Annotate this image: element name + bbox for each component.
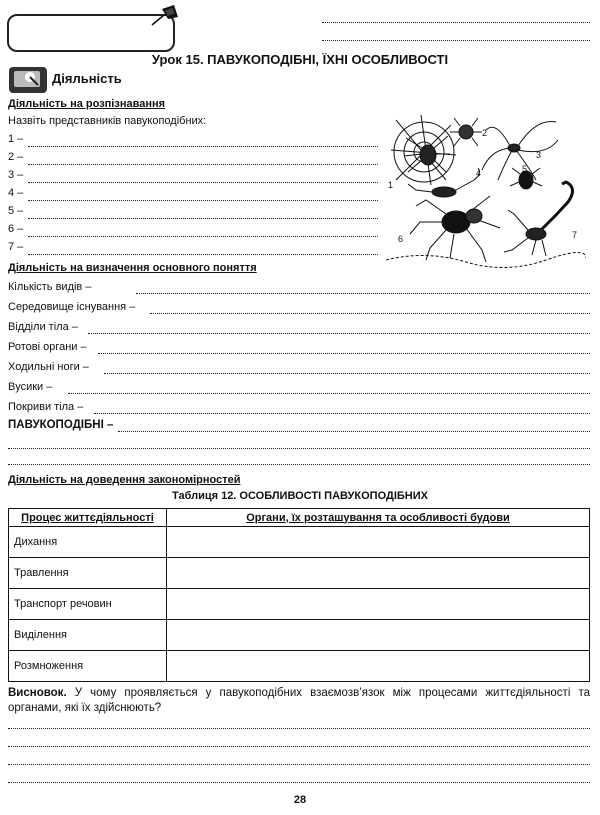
answer-line-5[interactable] xyxy=(28,218,378,219)
field-label-species-count: Кількість видів – xyxy=(8,281,92,293)
pushpin-icon xyxy=(148,3,182,29)
illustration-number-1: 1 xyxy=(388,180,394,190)
definition-label: ПАВУКОПОДІБНІ – xyxy=(8,419,114,431)
illustration-number-3: 3 xyxy=(536,150,542,160)
activity-icon xyxy=(8,66,48,94)
table-row xyxy=(9,589,590,620)
answer-line-7[interactable] xyxy=(28,254,378,255)
concept-heading: Діяльність на визначення основного поняття xyxy=(8,262,257,274)
table-title: Таблиця 12. ОСОБЛИВОСТІ ПАВУКОПОДІБНИХ xyxy=(172,490,428,502)
column-header-process: Процес життєдіяльності xyxy=(9,509,167,527)
scorpion xyxy=(504,182,573,256)
answer-cell-breathing[interactable] xyxy=(167,527,590,558)
field-label-walking-legs: Ходильні ноги – xyxy=(8,361,89,373)
answer-label-1: 1 – xyxy=(8,133,24,145)
recognition-heading: Діяльність на розпізнавання xyxy=(8,98,166,110)
name-line-1[interactable] xyxy=(322,22,590,23)
field-line-body-parts[interactable] xyxy=(88,333,590,334)
field-line-habitat[interactable] xyxy=(150,313,590,314)
answer-line-4[interactable] xyxy=(28,200,378,201)
answer-label-5: 5 – xyxy=(8,205,24,217)
row-label-breathing: Дихання xyxy=(9,527,167,558)
conclusion-line-3[interactable] xyxy=(8,764,590,765)
tarantula xyxy=(410,196,500,262)
field-line-integument[interactable] xyxy=(94,413,590,414)
definition-line-2[interactable] xyxy=(8,448,590,449)
table-header-row xyxy=(9,509,590,527)
answer-cell-transport[interactable] xyxy=(167,589,590,620)
table-row xyxy=(9,558,590,589)
lesson-title: Урок 15. ПАВУКОПОДІБНІ, ЇХНІ ОСОБЛИВОСТІ xyxy=(151,52,449,67)
row-label-digestion: Травлення xyxy=(9,558,167,589)
answer-cell-reproduction[interactable] xyxy=(167,651,590,682)
answer-line-1[interactable] xyxy=(28,146,378,147)
illustration-number-5: 5 xyxy=(522,164,528,174)
table-row xyxy=(9,620,590,651)
field-label-mouthparts: Ротові органи – xyxy=(8,341,87,353)
answer-label-3: 3 – xyxy=(8,169,24,181)
answer-line-3[interactable] xyxy=(28,182,378,183)
answer-label-2: 2 – xyxy=(8,151,24,163)
proof-heading: Діяльність на доведення закономірностей xyxy=(8,474,241,486)
field-label-habitat: Середовище існування – xyxy=(8,301,136,313)
field-line-species-count[interactable] xyxy=(136,293,590,294)
arachnids-illustration xyxy=(386,110,586,272)
column-header-organs: Органи, їх розташування та особливості будови xyxy=(167,509,590,527)
table-row xyxy=(9,527,590,558)
field-label-integument: Покриви тіла – xyxy=(8,401,84,413)
field-line-antennae[interactable] xyxy=(68,393,590,394)
conclusion-line-4[interactable] xyxy=(8,782,590,783)
conclusion-text xyxy=(8,686,590,716)
field-label-antennae: Вусики – xyxy=(8,381,53,393)
tick xyxy=(450,118,482,146)
row-label-reproduction: Розмноження xyxy=(9,651,167,682)
harvestman xyxy=(482,122,558,181)
illustration-number-6: 6 xyxy=(398,234,404,244)
illustration-number-4: 4 xyxy=(476,168,482,178)
activity-title: Діяльність xyxy=(52,71,122,86)
answer-label-7: 7 – xyxy=(8,241,24,253)
conclusion-line-1[interactable] xyxy=(8,728,590,729)
answer-line-2[interactable] xyxy=(28,164,378,165)
row-label-excretion: Виділення xyxy=(9,620,167,651)
arachnid-features-table xyxy=(8,508,590,682)
answer-cell-digestion[interactable] xyxy=(167,558,590,589)
field-line-walking-legs[interactable] xyxy=(104,373,590,374)
field-label-body-parts: Відділи тіла – xyxy=(8,321,78,333)
answer-label-6: 6 – xyxy=(8,223,24,235)
answer-label-4: 4 – xyxy=(8,187,24,199)
page-number: 28 xyxy=(293,794,307,806)
recognition-prompt: Назвіть представників павукоподібних: xyxy=(8,115,207,127)
definition-line-1[interactable] xyxy=(118,431,590,432)
illustration-number-2: 2 xyxy=(482,128,488,138)
illustration-number-7: 7 xyxy=(572,230,578,240)
table-row xyxy=(9,651,590,682)
conclusion-line-2[interactable] xyxy=(8,746,590,747)
conclusion-question: У чому проявляється у павукоподібних взаємозв’язок між процесами життєдіяльності та органами, які їх здійснюють? xyxy=(8,687,591,714)
small-scorpion xyxy=(408,168,482,197)
answer-line-6[interactable] xyxy=(28,236,378,237)
definition-line-3[interactable] xyxy=(8,464,590,465)
name-line-2[interactable] xyxy=(322,40,590,41)
row-label-transport: Транспорт речовин xyxy=(9,589,167,620)
conclusion-label: Висновок. xyxy=(8,687,67,699)
field-line-mouthparts[interactable] xyxy=(98,353,590,354)
answer-cell-excretion[interactable] xyxy=(167,620,590,651)
